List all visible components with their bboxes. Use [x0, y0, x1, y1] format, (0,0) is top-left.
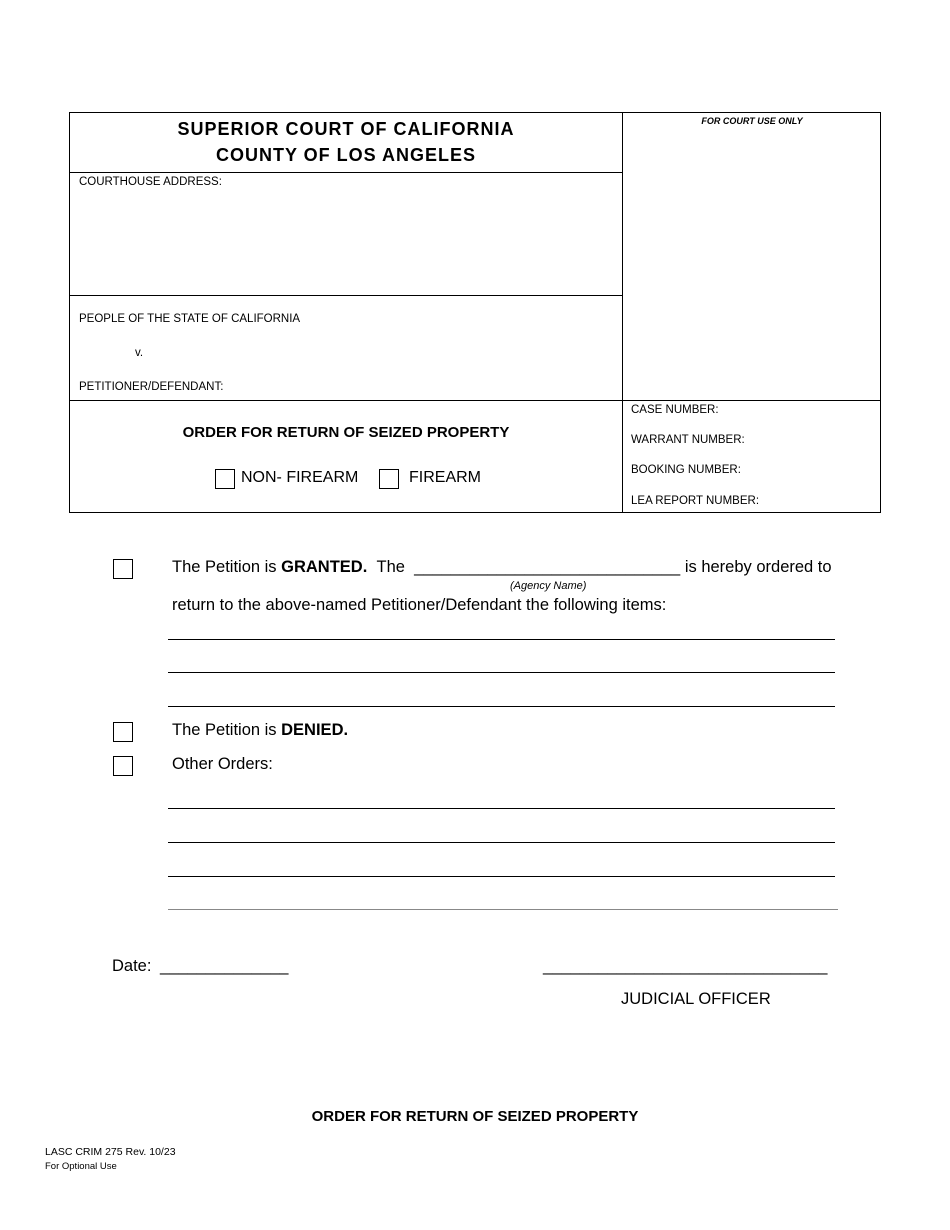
judicial-officer-label: JUDICIAL OFFICER — [621, 990, 771, 1008]
warrant-number-label: WARRANT NUMBER: — [631, 434, 745, 446]
firearm-checkbox[interactable] — [379, 469, 399, 489]
agency-name-blank[interactable]: _____________________________ — [414, 558, 681, 576]
denied-prefix: The Petition is — [172, 721, 282, 739]
granted-checkbox[interactable] — [113, 559, 133, 579]
caption-divider-2 — [69, 295, 623, 296]
agency-name-label: (Agency Name) — [510, 580, 587, 592]
items-line-1[interactable] — [168, 639, 835, 640]
date-blank[interactable]: ______________ — [160, 957, 289, 975]
signature-blank[interactable]: _______________________________ — [543, 957, 828, 975]
denied-bold: DENIED. — [281, 721, 349, 739]
lea-report-label: LEA REPORT NUMBER: — [631, 495, 760, 507]
optional-use-label: For Optional Use — [45, 1161, 117, 1172]
people-label: PEOPLE OF THE STATE OF CALIFORNIA — [79, 313, 301, 325]
court-name-line2: COUNTY OF LOS ANGELES — [215, 145, 477, 165]
booking-number-label: BOOKING NUMBER: — [631, 464, 741, 476]
case-number-label: CASE NUMBER: — [631, 404, 719, 416]
items-line-2[interactable] — [168, 672, 835, 673]
form-title: ORDER FOR RETURN OF SEIZED PROPERTY — [182, 424, 510, 441]
other-orders-checkbox[interactable] — [113, 756, 133, 776]
form-id: LASC CRIM 275 Rev. 10/23 — [45, 1146, 176, 1158]
granted-the: The — [376, 558, 405, 576]
denied-line — [172, 721, 348, 740]
caption-divider-3 — [69, 400, 881, 401]
court-use-only-label: FOR COURT USE ONLY — [701, 116, 803, 126]
other-orders-label: Other Orders: — [172, 755, 273, 773]
granted-suffix: is hereby ordered to — [684, 558, 832, 576]
date-label: Date: — [112, 957, 152, 975]
other-orders-line-4[interactable] — [168, 909, 838, 910]
non-firearm-label: NON- FIREARM — [241, 469, 359, 486]
granted-prefix: The Petition is — [172, 558, 282, 576]
caption-divider-1 — [69, 172, 623, 173]
petitioner-label: PETITIONER/DEFENDANT: — [79, 381, 224, 393]
court-name-line1: SUPERIOR COURT OF CALIFORNIA — [177, 119, 515, 139]
court-name — [69, 116, 623, 168]
granted-bold: GRANTED. — [281, 558, 368, 576]
non-firearm-checkbox[interactable] — [215, 469, 235, 489]
return-text: return to the above-named Petitioner/Defendant the following items: — [172, 596, 667, 614]
denied-checkbox[interactable] — [113, 722, 133, 742]
granted-line — [172, 558, 832, 577]
versus-label: v. — [135, 347, 144, 359]
other-orders-line-2[interactable] — [168, 842, 835, 843]
other-orders-line-1[interactable] — [168, 808, 835, 809]
footer-title: ORDER FOR RETURN OF SEIZED PROPERTY — [311, 1108, 639, 1125]
other-orders-line-3[interactable] — [168, 876, 835, 877]
firearm-label: FIREARM — [409, 469, 481, 486]
courthouse-address-label: COURTHOUSE ADDRESS: — [79, 176, 222, 188]
items-line-3[interactable] — [168, 706, 835, 707]
